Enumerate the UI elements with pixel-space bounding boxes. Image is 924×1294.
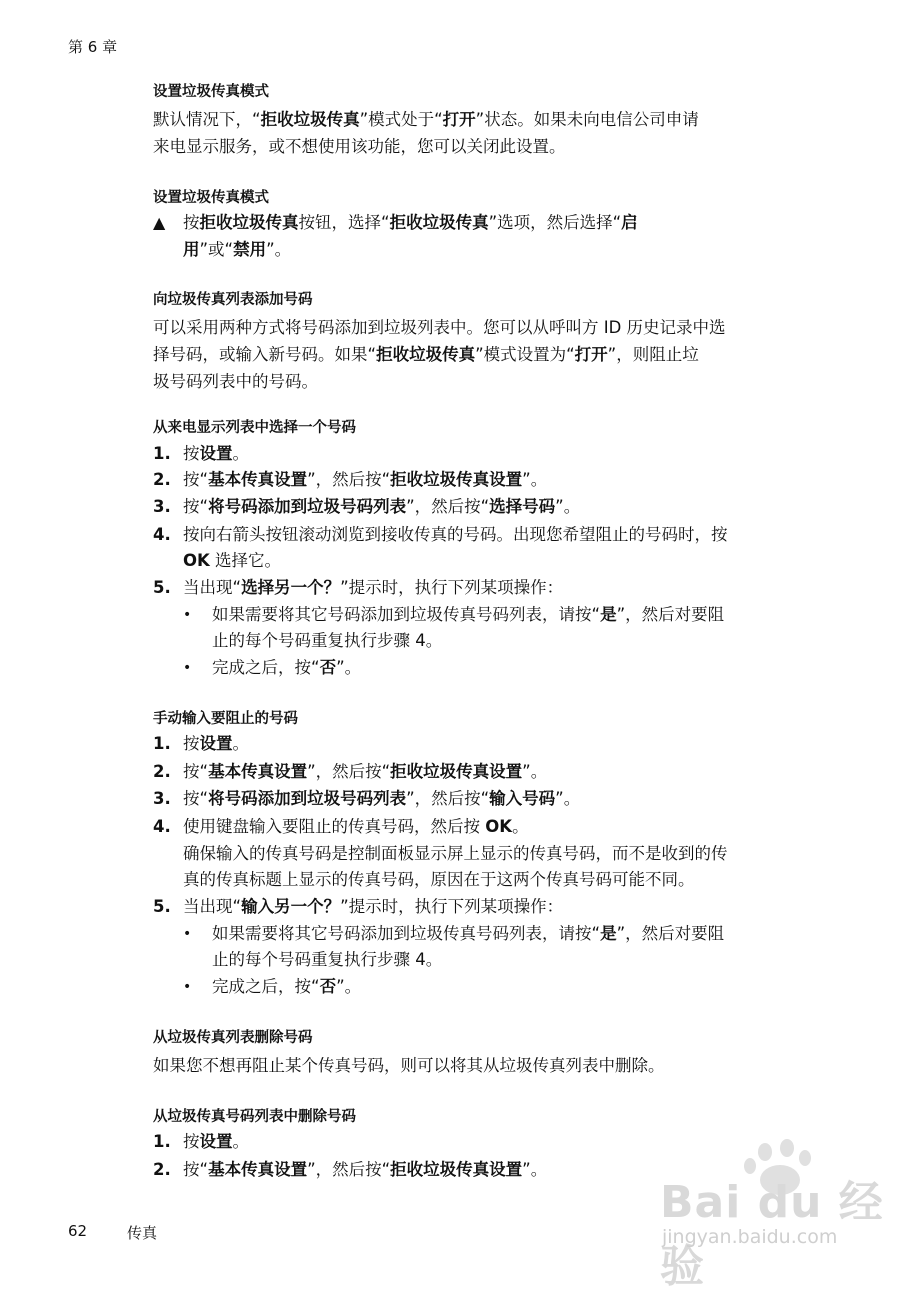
section-heading: 向垃圾传真列表添加号码	[153, 292, 313, 308]
section-heading: 手动输入要阻止的号码	[153, 711, 298, 727]
bullet-icon: •	[183, 979, 192, 995]
bullet-icon: •	[183, 607, 192, 623]
step-text: 当出现“输入另一个？”提示时，执行下列某项操作：	[183, 897, 564, 916]
procedure-line: 按拒收垃圾传真按钮，选择“拒收垃圾传真”选项，然后选择“启	[183, 213, 638, 232]
procedure-line: 用”或“禁用”。	[183, 240, 292, 259]
paragraph-line: 择号码，或输入新号码。如果“拒收垃圾传真”模式设置为“打开”，则阻止垃	[153, 345, 699, 364]
baidu-jingyan-watermark	[640, 1138, 890, 1292]
bullet-text: 如果需要将其它号码添加到垃圾传真号码列表，请按“是”，然后对要阻	[212, 605, 725, 624]
step-text: 当出现“选择另一个？”提示时，执行下列某项操作：	[183, 578, 564, 597]
step-text: 按“将号码添加到垃圾号码列表”，然后按“选择号码”。	[183, 497, 581, 516]
step-number: 2.	[153, 762, 171, 781]
step-number: 5.	[153, 578, 171, 597]
section-heading: 从垃圾传真号码列表中删除号码	[153, 1109, 356, 1125]
step-text: 使用键盘输入要阻止的传真号码，然后按 OK。	[183, 817, 529, 836]
step-number: 5.	[153, 897, 171, 916]
step-number: 1.	[153, 1132, 171, 1151]
watermark-logo-text: Bai du 经验	[660, 1177, 884, 1292]
section-heading: 从来电显示列表中选择一个号码	[153, 420, 356, 436]
bullet-text: 完成之后，按“否”。	[212, 658, 362, 677]
bullet-icon: •	[183, 660, 192, 676]
bullet-text: 止的每个号码重复执行步骤 4。	[212, 631, 443, 650]
triangle-marker-icon: ▲	[153, 213, 166, 232]
step-number: 1.	[153, 444, 171, 463]
paragraph-line: 如果您不想再阻止某个传真号码，则可以将其从垃圾传真列表中删除。	[153, 1056, 665, 1075]
section-heading: 设置垃圾传真模式	[153, 190, 269, 206]
step-text: 按“将号码添加到垃圾号码列表”，然后按“输入号码”。	[183, 789, 581, 808]
step-number: 4.	[153, 525, 171, 544]
step-note: 真的传真标题上显示的传真号码，原因在于这两个传真号码可能不同。	[183, 870, 695, 889]
page-number: 62	[68, 1222, 88, 1240]
step-number: 2.	[153, 470, 171, 489]
step-text: 按设置。	[183, 734, 249, 753]
paragraph-line: 默认情况下，“拒收垃圾传真”模式处于“打开”状态。如果未向电信公司申请	[153, 110, 699, 129]
bullet-icon: •	[183, 926, 192, 942]
paragraph-line: 圾号码列表中的号码。	[153, 372, 318, 391]
step-text: 按“基本传真设置”，然后按“拒收垃圾传真设置”。	[183, 1160, 548, 1179]
step-text: 按“基本传真设置”，然后按“拒收垃圾传真设置”。	[183, 470, 548, 489]
step-text: OK 选择它。	[183, 551, 282, 570]
footer-title: 传真	[127, 1224, 158, 1242]
watermark-url: jingyan.baidu.com	[662, 1226, 838, 1248]
paragraph-line: 可以采用两种方式将号码添加到垃圾列表中。您可以从呼叫方 ID 历史记录中选	[153, 318, 726, 337]
section-heading: 从垃圾传真列表删除号码	[153, 1030, 313, 1046]
step-text: 按设置。	[183, 444, 249, 463]
step-number: 3.	[153, 497, 171, 516]
step-number: 1.	[153, 734, 171, 753]
bullet-text: 完成之后，按“否”。	[212, 977, 362, 996]
bullet-text: 止的每个号码重复执行步骤 4。	[212, 950, 443, 969]
step-note: 确保输入的传真号码是控制面板显示屏上显示的传真号码，而不是收到的传	[183, 844, 728, 863]
step-number: 4.	[153, 817, 171, 836]
section-heading: 设置垃圾传真模式	[153, 84, 269, 100]
bullet-text: 如果需要将其它号码添加到垃圾传真号码列表，请按“是”，然后对要阻	[212, 924, 725, 943]
step-number: 2.	[153, 1160, 171, 1179]
step-text: 按“基本传真设置”，然后按“拒收垃圾传真设置”。	[183, 762, 548, 781]
step-text: 按向右箭头按钮滚动浏览到接收传真的号码。出现您希望阻止的号码时，按	[183, 525, 728, 544]
paragraph-line: 来电显示服务，或不想使用该功能，您可以关闭此设置。	[153, 137, 566, 156]
step-number: 3.	[153, 789, 171, 808]
step-text: 按设置。	[183, 1132, 249, 1151]
chapter-label: 第 6 章	[68, 38, 118, 56]
